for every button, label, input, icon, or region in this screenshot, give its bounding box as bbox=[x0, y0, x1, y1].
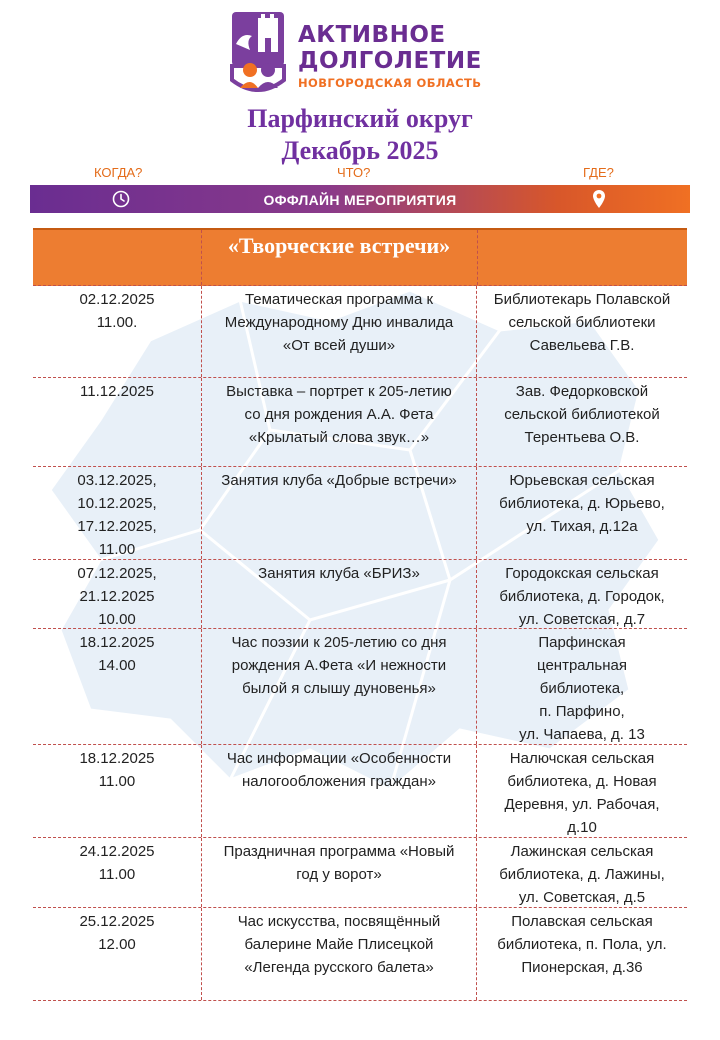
event-what-line: Выставка – портрет к 205-летию bbox=[226, 383, 452, 400]
event-where-cell bbox=[477, 908, 687, 1000]
event-what-line: «Крылатый слова звук…» bbox=[248, 429, 430, 446]
event-where-line: ул. Советская, д.7 bbox=[518, 611, 646, 628]
table-row bbox=[33, 629, 687, 745]
logo bbox=[228, 10, 498, 100]
event-what-line: Международному Дню инвалида bbox=[224, 314, 454, 331]
event-when-cell bbox=[33, 467, 201, 559]
event-where-line: Полавская сельская bbox=[511, 913, 653, 930]
event-what-line: налогообложения граждан» bbox=[242, 773, 436, 790]
event-rows bbox=[33, 286, 687, 1001]
event-where-cell bbox=[477, 378, 687, 466]
event-where-line: Пионерская, д.36 bbox=[521, 959, 643, 976]
table-row bbox=[33, 745, 687, 838]
event-where-line: Налючская сельская bbox=[509, 750, 655, 767]
event-what-line: Тематическая программа к bbox=[244, 291, 434, 308]
event-where-line: Лажинская сельская bbox=[510, 843, 654, 860]
event-when-cell bbox=[33, 908, 201, 1000]
event-where-line: п. Парфино, bbox=[539, 703, 625, 720]
event-what-line: со дня рождения А.А. Фета bbox=[244, 406, 434, 423]
event-when-cell bbox=[33, 629, 201, 744]
table-row bbox=[33, 560, 687, 629]
table-row bbox=[33, 838, 687, 908]
event-when-line: 10.00 bbox=[98, 611, 136, 628]
table-row bbox=[33, 908, 687, 1001]
column-heading-where: ГДЕ? bbox=[583, 165, 614, 180]
event-when-line: 02.12.2025 bbox=[79, 291, 155, 308]
event-what-line: Час искусства, посвящённый bbox=[237, 913, 441, 930]
event-what-cell bbox=[201, 908, 477, 1000]
event-what-cell bbox=[201, 745, 477, 837]
event-where-line: библиотека, п. Пола, ул. bbox=[497, 936, 667, 953]
offline-events-label: ОФФЛАЙН МЕРОПРИЯТИЯ bbox=[263, 192, 457, 208]
event-what-cell bbox=[201, 629, 477, 744]
event-what-line: Праздничная программа «Новый bbox=[223, 843, 455, 860]
event-what-cell bbox=[201, 560, 477, 628]
table-row bbox=[33, 467, 687, 560]
event-where-line: ул. Советская, д.5 bbox=[518, 889, 646, 906]
event-when-line: 03.12.2025, bbox=[77, 472, 157, 489]
event-where-line: сельской библиотекой bbox=[504, 406, 660, 423]
event-where-cell bbox=[477, 286, 687, 377]
event-where-cell bbox=[477, 838, 687, 907]
section-header-row bbox=[33, 228, 687, 286]
event-what-line: «Легенда русского балета» bbox=[244, 959, 434, 976]
event-when-line: 18.12.2025 bbox=[79, 750, 155, 767]
event-when-cell bbox=[33, 745, 201, 837]
table-row bbox=[33, 378, 687, 467]
event-where-line: Терентьева О.В. bbox=[524, 429, 640, 446]
event-where-line: библиотека, д. Городок, bbox=[499, 588, 665, 605]
event-what-cell bbox=[201, 286, 477, 377]
event-where-line: Зав. Федорковской bbox=[515, 383, 649, 400]
offline-events-band bbox=[30, 185, 690, 213]
event-where-line: сельской библиотеки bbox=[508, 314, 656, 331]
event-when-line: 11.12.2025 bbox=[80, 383, 154, 400]
events-table bbox=[33, 228, 687, 1001]
event-what-cell bbox=[201, 838, 477, 907]
event-where-cell bbox=[477, 629, 687, 744]
event-what-line: балерине Майе Плисецкой bbox=[244, 936, 434, 953]
event-when-line: 10.12.2025, bbox=[77, 495, 157, 512]
event-when-line: 11.00 bbox=[98, 866, 136, 883]
event-when-line: 07.12.2025, bbox=[77, 565, 157, 582]
column-heading-when: КОГДА? bbox=[94, 165, 143, 180]
event-what-line: рождения А.Фета «И нежности bbox=[231, 657, 447, 674]
location-pin-icon bbox=[592, 189, 606, 209]
event-what-line: год у ворот» bbox=[296, 866, 382, 883]
event-where-line: Юрьевская сельская bbox=[509, 472, 655, 489]
event-where-cell bbox=[477, 745, 687, 837]
event-where-line: Парфинская bbox=[538, 634, 626, 651]
event-where-line: центральная bbox=[537, 657, 627, 674]
event-what-cell bbox=[201, 378, 477, 466]
event-when-line: 11.00 bbox=[98, 773, 136, 790]
event-when-line: 11.00 bbox=[98, 541, 136, 558]
event-where-line: библиотека, д. Юрьево, bbox=[499, 495, 665, 512]
event-when-cell bbox=[33, 838, 201, 907]
event-when-cell bbox=[33, 286, 201, 377]
event-when-line: 17.12.2025, bbox=[77, 518, 157, 535]
event-where-line: д.10 bbox=[567, 819, 597, 836]
event-when-line: 21.12.2025 bbox=[79, 588, 155, 605]
event-what-line: Час поэзии к 205-летию со дня bbox=[231, 634, 447, 651]
event-what-line: Занятия клуба «БРИЗ» bbox=[258, 565, 420, 582]
event-where-line: Савельева Г.В. bbox=[529, 337, 635, 354]
table-row bbox=[33, 286, 687, 378]
event-what-line: Час информации «Особенности bbox=[226, 750, 452, 767]
event-what-line: «От всей души» bbox=[282, 337, 396, 354]
logo-text-line1: АКТИВНОЕ bbox=[298, 22, 446, 48]
event-where-line: Деревня, ул. Рабочая, bbox=[504, 796, 660, 813]
event-where-line: библиотека, д. Лажины, bbox=[499, 866, 665, 883]
event-where-line: ул. Тихая, д.12а bbox=[526, 518, 638, 535]
event-where-line: Городокская сельская bbox=[505, 565, 659, 582]
event-what-line: былой я слышу дуновенья» bbox=[242, 680, 436, 697]
district-title: Парфинский округ bbox=[247, 104, 473, 133]
logo-text-line3: НОВГОРОДСКАЯ ОБЛАСТЬ bbox=[298, 76, 482, 90]
event-when-line: 11.00. bbox=[96, 314, 138, 331]
event-when-cell bbox=[33, 378, 201, 466]
column-heading-what: ЧТО? bbox=[337, 165, 371, 180]
event-where-line: ул. Чапаева, д. 13 bbox=[519, 726, 645, 743]
event-what-cell bbox=[201, 467, 477, 559]
event-when-cell bbox=[33, 560, 201, 628]
month-title: Декабрь 2025 bbox=[281, 136, 439, 165]
event-where-line: библиотека, д. Новая bbox=[507, 773, 657, 790]
event-where-line: библиотека, bbox=[539, 680, 625, 697]
event-where-cell bbox=[477, 560, 687, 628]
event-where-line: Библиотекарь Полавской bbox=[493, 291, 671, 308]
event-when-line: 24.12.2025 bbox=[79, 843, 155, 860]
logo-text-line2: ДОЛГОЛЕТИЕ bbox=[298, 48, 482, 74]
event-when-line: 25.12.2025 bbox=[79, 913, 155, 930]
event-where-cell bbox=[477, 467, 687, 559]
event-what-line: Занятия клуба «Добрые встречи» bbox=[221, 472, 457, 489]
event-when-line: 12.00 bbox=[98, 936, 136, 953]
column-headings bbox=[30, 165, 690, 183]
logo-emblem-icon bbox=[228, 10, 290, 96]
event-when-line: 18.12.2025 bbox=[79, 634, 155, 651]
event-when-line: 14.00 bbox=[98, 657, 136, 674]
section-title: «Творческие встречи» bbox=[227, 233, 451, 258]
